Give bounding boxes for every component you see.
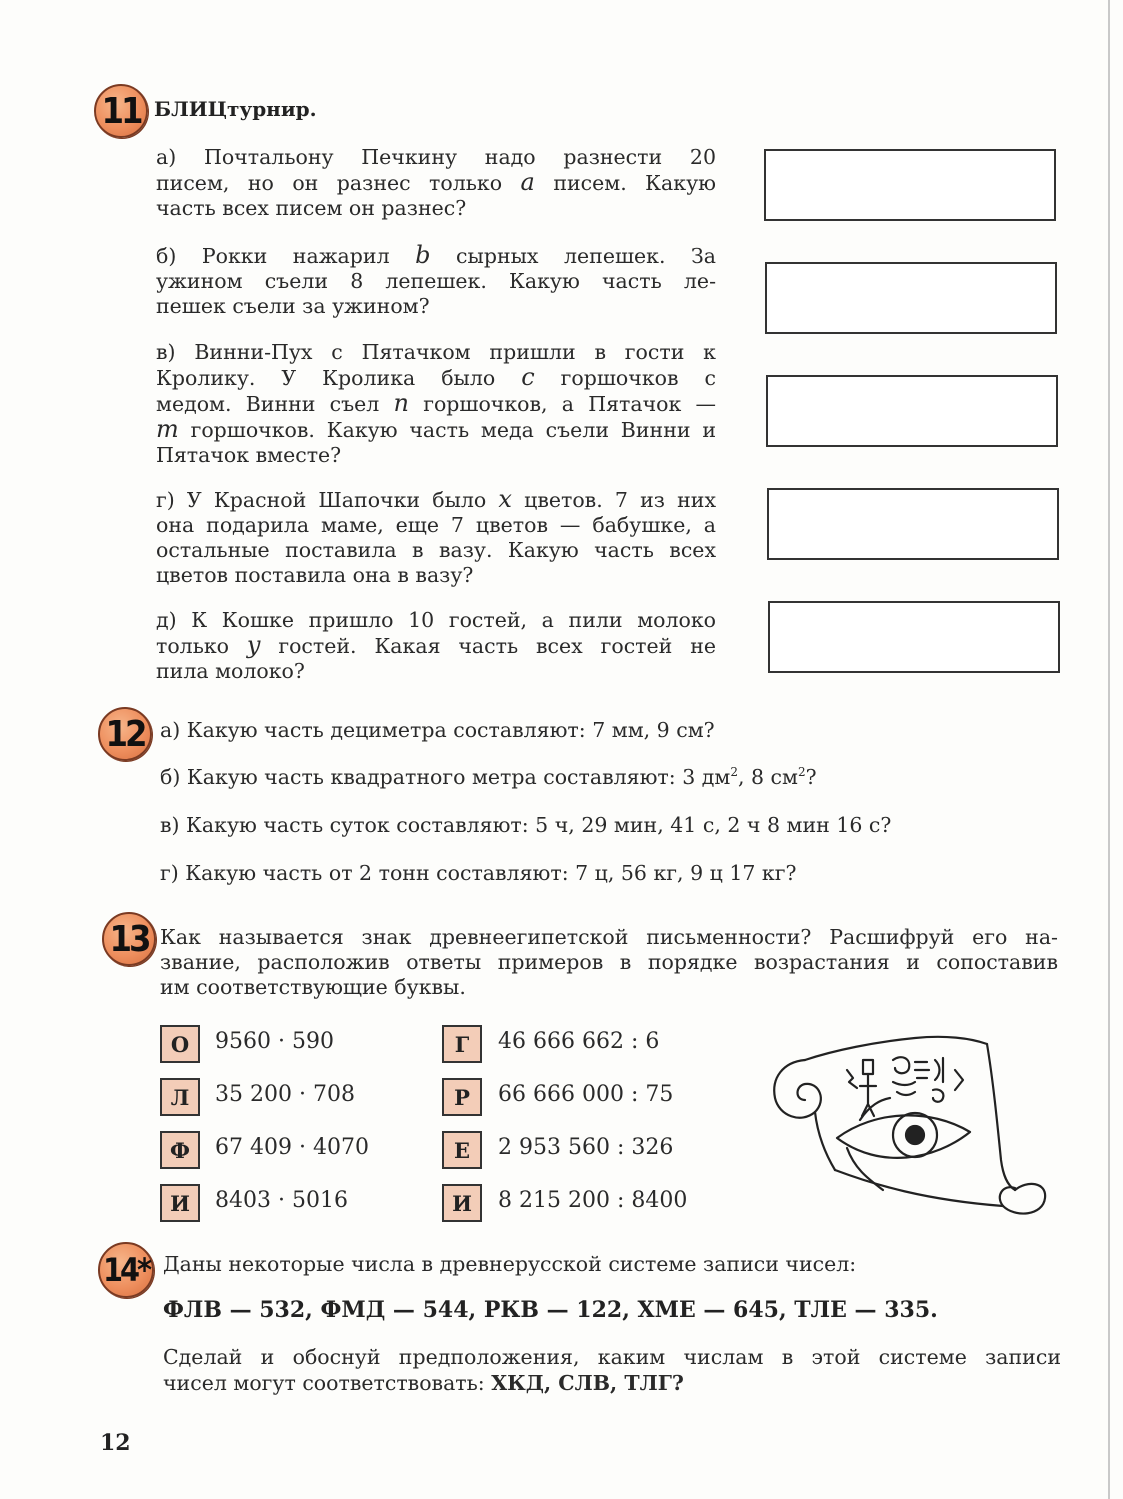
- task-11-item: [156, 145, 716, 221]
- cipher-letter-box: О: [160, 1025, 200, 1063]
- cipher-letter-box: Ф: [160, 1131, 200, 1169]
- task-11-line-text: горшочков. Какую часть меда съели Винни и: [178, 418, 716, 442]
- cipher-letter-box: Р: [442, 1078, 482, 1116]
- task-12-line-text: ?: [805, 765, 817, 789]
- answer-box-b[interactable]: [765, 262, 1057, 334]
- cipher-expression: 67 409 · 4070: [215, 1135, 369, 1160]
- task-12-line-text: в) Какую часть суток составляют: 5 ч, 29 мин, 41 с, 2 ч 8 мин 16 с?: [160, 813, 892, 837]
- cipher-letter-box: Г: [442, 1025, 482, 1063]
- task-14-badge: [98, 1242, 154, 1298]
- task-12-line: [160, 813, 891, 837]
- task-11-number: 11: [101, 90, 141, 132]
- task-11-line-text: пила молоко?: [156, 659, 305, 683]
- task-12-line-text: а) Какую часть дециметра составляют: 7 мм, 9 см?: [160, 718, 715, 742]
- task-11-line-text: ужином съели 8 лепешек. Какую часть ле-: [156, 269, 716, 293]
- task-12-badge: [98, 707, 152, 761]
- task-11-title: БЛИЦтурнир.: [154, 97, 317, 121]
- task-11-item: [156, 340, 716, 468]
- task-12-line: [160, 718, 715, 742]
- task-11-line: [156, 340, 716, 365]
- cipher-expression: 46 666 662 : 6: [498, 1029, 660, 1054]
- task-12-exponent: 2: [730, 765, 738, 780]
- task-11-variable: m: [156, 415, 179, 443]
- task-11-line-text: пешек съели за ужином?: [156, 294, 430, 318]
- cipher-expression: 8403 · 5016: [215, 1188, 348, 1213]
- task-12-line: [160, 861, 796, 885]
- task-11-line: [156, 487, 716, 513]
- task-13-number: 13: [109, 918, 149, 960]
- cipher-letter-box: И: [160, 1184, 200, 1222]
- task-11-line-text: она подарила маме, еще 7 цветов — бабушке, а: [156, 513, 716, 537]
- task-11-line-text: только: [156, 634, 247, 658]
- task-11-line: [156, 443, 716, 468]
- task-14-intro: Даны некоторые числа в древнерусской системе записи чисел:: [163, 1252, 857, 1276]
- task-14-question-line-2: [163, 1371, 684, 1395]
- task-11-line-text: г) У Красной Шапочки было: [156, 488, 499, 512]
- task-11-item: [156, 608, 716, 684]
- task-12-line-text: , 8 см: [737, 765, 798, 789]
- task-11-variable: c: [521, 363, 535, 391]
- task-11-badge: [94, 84, 148, 138]
- task-14-examples: ФЛВ — 532, ФМД — 544, РКВ — 122, ХМЕ — 645, ТЛЕ — 335.: [163, 1297, 938, 1323]
- cipher-expression: 9560 · 590: [215, 1029, 334, 1054]
- cipher-letter-box: Е: [442, 1131, 482, 1169]
- task-13-badge: [102, 912, 156, 966]
- task-12-exponent: 2: [798, 765, 806, 780]
- answer-box-v[interactable]: [766, 375, 1058, 447]
- task-11-line-text: медом. Винни съел: [156, 392, 394, 416]
- answer-box-a[interactable]: [764, 149, 1056, 221]
- task-11-line: [156, 563, 716, 588]
- task-14-question-codes: ХКД, СЛВ, ТЛГ?: [491, 1371, 684, 1395]
- task-11-item: [156, 487, 716, 588]
- task-11-variable: x: [498, 485, 512, 513]
- task-12-number: 12: [105, 713, 145, 755]
- cipher-letter-box: Л: [160, 1078, 200, 1116]
- task-11-variable: n: [393, 389, 409, 417]
- task-11-line: [156, 269, 716, 294]
- task-11-line: [156, 294, 716, 319]
- task-11-line-text: писем. Какую: [534, 171, 716, 195]
- task-11-variable: a: [520, 168, 535, 196]
- task-14-question-line-2-text: чисел могут соответствовать:: [163, 1371, 492, 1395]
- answer-box-d[interactable]: [768, 601, 1060, 673]
- task-11-line: [156, 538, 716, 563]
- task-11-variable: y: [246, 631, 261, 659]
- cipher-expression: 8 215 200 : 8400: [498, 1188, 688, 1213]
- cipher-expression: 66 666 000 : 75: [498, 1082, 674, 1107]
- task-14-question-line-1: Сделай и обоснуй предположения, каким числам в этой системе записи: [163, 1345, 1061, 1369]
- task-11-line-text: гостей. Какая часть всех гостей не: [260, 634, 716, 658]
- answer-box-g[interactable]: [767, 488, 1059, 560]
- task-11-line-text: д) К Кошке пришло 10 гостей, а пили молоко: [156, 608, 716, 632]
- task-12-line-text: б) Какую часть квадратного метра составляют: 3 дм: [160, 765, 731, 789]
- task-11-line-text: горшочков, а Пятачок —: [409, 392, 716, 416]
- task-13-text-line: им соответствующие буквы.: [160, 975, 466, 999]
- cipher-expression: 2 953 560 : 326: [498, 1135, 674, 1160]
- task-11-line-text: Кролику. У Кролика было: [156, 366, 522, 390]
- task-12-line: [160, 765, 817, 789]
- papyrus-eye-illustration: [765, 1020, 1050, 1220]
- task-11-line: [156, 417, 716, 443]
- task-11-line: [156, 608, 716, 633]
- task-11-line: [156, 659, 716, 684]
- task-12-line-text: г) Какую часть от 2 тонн составляют: 7 ц, 56 кг, 9 ц 17 кг?: [160, 861, 797, 885]
- task-13-text-line: Как называется знак древнеегипетской письменности? Расшифруй его на-: [160, 925, 1058, 949]
- task-11-line: [156, 145, 716, 170]
- cipher-letter-box: И: [442, 1184, 482, 1222]
- task-11-line-text: в) Винни-Пух с Пятачком пришли в гости к: [156, 340, 716, 364]
- page-number: 12: [100, 1430, 131, 1456]
- task-11-variable: b: [415, 241, 431, 269]
- task-11-line-text: а) Почтальону Печкину надо разнести 20: [156, 145, 716, 169]
- task-11-line: [156, 170, 716, 196]
- task-11-line-text: писем, но он разнес только: [156, 171, 521, 195]
- task-14-number: 14*: [102, 1251, 150, 1289]
- task-11-line-text: б) Рокки нажарил: [156, 244, 416, 268]
- task-11-line: [156, 391, 716, 417]
- task-11-line: [156, 243, 716, 269]
- task-11-item: [156, 243, 716, 319]
- task-11-line-text: цветов поставила она в вазу?: [156, 563, 474, 587]
- page-edge-rule: [1108, 0, 1110, 1499]
- cipher-expression: 35 200 · 708: [215, 1082, 355, 1107]
- task-11-line-text: остальные поставила в вазу. Какую часть всех: [156, 538, 716, 562]
- task-11-line-text: цветов. 7 из них: [511, 488, 717, 512]
- task-11-line: [156, 196, 716, 221]
- task-11-line: [156, 513, 716, 538]
- task-11-line-text: горшочков с: [534, 366, 716, 390]
- task-11-line-text: Пятачок вместе?: [156, 443, 342, 467]
- task-13-text-line: звание, расположив ответы примеров в порядке возрастания и сопоставив: [160, 950, 1058, 974]
- task-11-line-text: часть всех писем он разнес?: [156, 196, 467, 220]
- task-11-line-text: сырных лепешек. За: [430, 244, 716, 268]
- task-11-line: [156, 365, 716, 391]
- task-11-line: [156, 633, 716, 659]
